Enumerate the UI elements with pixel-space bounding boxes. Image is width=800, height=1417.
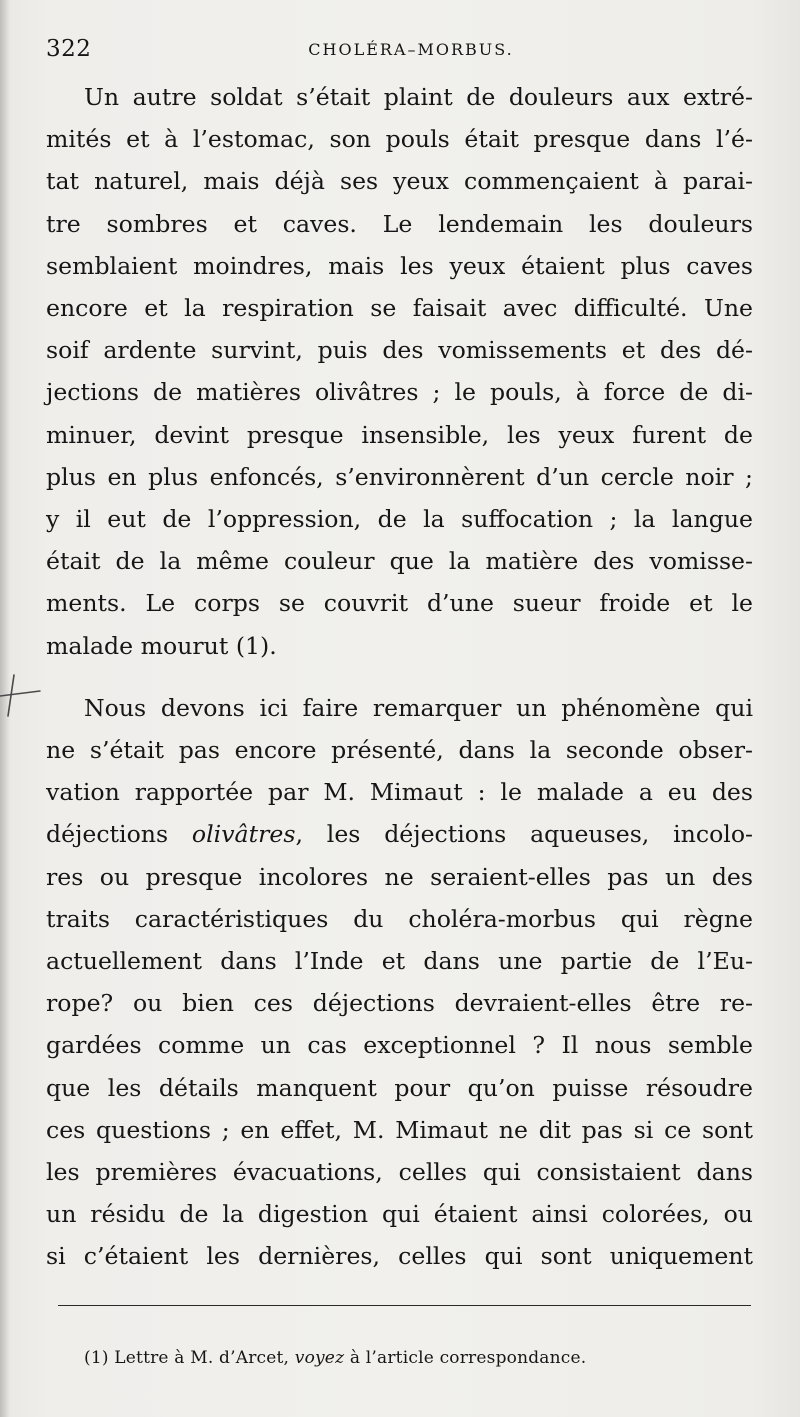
text-line: était de la même couleur que la matière des vomisse- [46, 547, 753, 576]
text-line: ne s’était pas encore présenté, dans la seconde obser- [46, 736, 753, 765]
text-line: malade mourut (1). [46, 631, 277, 660]
text-line [46, 813, 753, 855]
paragraph-2 [46, 687, 753, 1278]
page-header [46, 36, 756, 68]
footnote-text: à l’article correspondance. [344, 1348, 587, 1368]
text-line: tat naturel, mais déjà ses yeux commençaient à parai- [46, 167, 753, 196]
text-line: Nous devons ici faire remarquer un phénomène qui [84, 693, 753, 722]
running-title: CHOLÉRA–MORBUS. [308, 40, 514, 59]
text-line: que les détails manquent pour qu’on puisse résoudre [46, 1073, 753, 1102]
italic-word: olivâtres [191, 820, 296, 849]
text-line: gardées comme un cas exceptionnel ? Il nous semble [46, 1031, 753, 1060]
text-line: traits caractéristiques du choléra-morbus qui règne [46, 904, 753, 933]
text-line: actuellement dans l’Inde et dans une partie de l’Eu- [46, 947, 753, 976]
text-line: vation rapportée par M. Mimaut : le malade a eu des [46, 778, 753, 807]
text-line: soif ardente survint, puis des vomissements et des dé- [46, 336, 753, 365]
text-line: Un autre soldat s’était plaint de douleurs aux extré- [84, 83, 753, 111]
text-line: ments. Le corps se couvrit d’une sueur froide et le [46, 589, 753, 618]
text-run: , les déjections aqueuses, incolo- [295, 820, 754, 849]
pencil-margin-mark-icon [0, 672, 44, 718]
text-line: ces questions ; en effet, M. Mimaut ne dit pas si ce sont [46, 1115, 753, 1144]
text-line: jections de matières olivâtres ; le pouls, à force de di- [46, 378, 753, 407]
text-line: minuer, devint presque insensible, les yeux furent de [46, 420, 753, 449]
text-line: mités et à l’estomac, son pouls était presque dans l’é- [46, 125, 753, 154]
footnote-text: (1) Lettre à M. d’Arcet, [84, 1348, 295, 1368]
text-run: déjections [46, 820, 192, 849]
text-line: res ou presque incolores ne seraient-elles pas un des [46, 862, 753, 891]
text-line: tre sombres et caves. Le lendemain les douleurs [46, 209, 753, 238]
footnote-divider [58, 1305, 751, 1306]
text-line: les premières évacuations, celles qui consistaient dans [46, 1158, 753, 1187]
paragraph-1 [46, 76, 753, 667]
body-text [46, 76, 753, 1278]
footnote-italic: voyez [294, 1348, 345, 1368]
text-line: si c’étaient les dernières, celles qui sont uniquement [46, 1242, 753, 1271]
text-line: un résidu de la digestion qui étaient ainsi colorées, ou [46, 1200, 753, 1229]
page-number: 322 [46, 36, 92, 62]
text-line: encore et la respiration se faisait avec difficulté. Une [46, 294, 753, 323]
footnote [84, 1348, 724, 1368]
text-line: rope? ou bien ces déjections devraient-elles être re- [46, 989, 753, 1018]
text-line: semblaient moindres, mais les yeux étaient plus caves [46, 251, 753, 280]
text-line: y il eut de l’oppression, de la suffocation ; la langue [46, 505, 753, 534]
text-line: plus en plus enfoncés, s’environnèrent d’un cercle noir ; [46, 462, 753, 491]
